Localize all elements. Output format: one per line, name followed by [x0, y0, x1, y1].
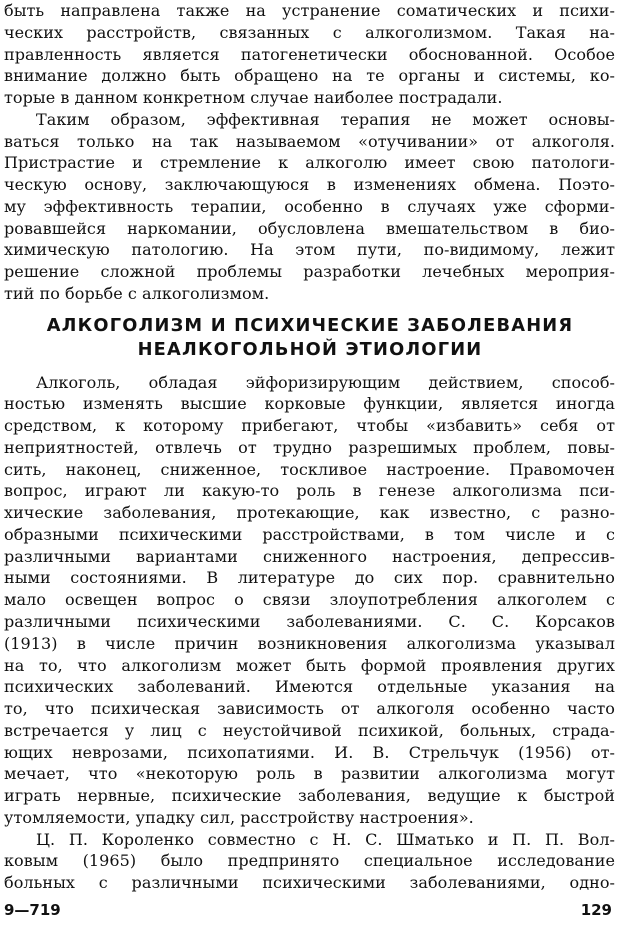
- text-line: Ц. П. Короленко совместно с Н. С. Шматько и П. П. Вол-: [36, 829, 615, 849]
- printer-signature: 9—719: [4, 901, 61, 919]
- text-line: ющих неврозами, психопатиями. И. В. Стрельчук (1956) от-: [4, 742, 615, 762]
- text-line: Алкоголь, обладая эйфоризирующим действием, способ-: [36, 372, 615, 392]
- text-line: различными вариантами сниженного настроения, депрессив-: [4, 546, 615, 566]
- page-number: 129: [580, 901, 612, 919]
- text-line: средством, к которому прибегают, чтобы «избавить» себя от: [4, 416, 615, 436]
- text-line: тий по борьбе с алкоголизмом.: [4, 283, 270, 303]
- text-line: ковым (1965) было предпринято специальное исследование: [4, 851, 615, 871]
- text-line: утомляемости, упадку сил, расстройству настроения».: [4, 807, 474, 827]
- text-line: то, что психическая зависимость от алкоголя особенно часто: [4, 699, 615, 718]
- section-heading-line-2: НЕАЛКОГОЛЬНОЙ ЭТИОЛОГИИ: [137, 339, 483, 360]
- text-line: больных с различными психическими заболеваниями, одно-: [4, 873, 615, 892]
- section-heading-line-1: АЛКОГОЛИЗМ И ПСИХИЧЕСКИЕ ЗАБОЛЕВАНИЯ: [46, 315, 574, 337]
- text-line: ными состояниями. В литературе до сих пор. сравнительно: [4, 568, 615, 588]
- text-line: на то, что алкоголизм может быть формой проявления других: [4, 655, 615, 675]
- text-line: (1913) в числе причин возникновения алкоголизма указывал: [4, 633, 615, 653]
- text-line: мало освещен вопрос о связи злоупотребления алкоголем с: [4, 590, 615, 610]
- text-line: различными психическими заболеваниями. С. С. Корсаков: [4, 611, 615, 631]
- text-line: быть направлена также на устранение соматических и психи-: [4, 1, 615, 20]
- text-line: играть нервные, психические заболевания, ведущие к быстрой: [4, 786, 615, 805]
- text-line: Таким образом, эффективная терапия не может основы-: [36, 109, 615, 129]
- text-line: решение сложной проблемы разработки лечебных мероприя-: [4, 262, 615, 282]
- text-line: Пристрастие и стремление к алкоголю имеет свою патологи-: [4, 153, 615, 173]
- text-line: вопрос, играют ли какую-то роль в генезе алкоголизма пси-: [4, 481, 615, 501]
- text-line: ческих расстройств, связанных с алкоголизмом. Такая на-: [4, 22, 615, 42]
- text-line: сить, наконец, сниженное, тоскливое настроение. Правомочен: [4, 459, 615, 479]
- text-line: правленность является патогенетически обоснованной. Особое: [4, 44, 615, 64]
- text-line: ровавшейся наркомании, обусловлена вмешательством в био-: [4, 218, 615, 238]
- text-line: хические заболевания, протекающие, как известно, с разно-: [4, 503, 615, 523]
- text-line: психических заболеваний. Имеются отдельные указания на: [4, 677, 615, 697]
- text-line: ностью изменять высшие корковые функции, является иногда: [4, 394, 615, 414]
- text-line: му эффективность терапии, особенно в случаях уже сформи-: [4, 196, 615, 216]
- text-line: мечает, что «некоторую роль в развитии алкоголизма могут: [4, 764, 615, 784]
- text-line: встречается у лиц с неустойчивой психикой, больных, страда-: [4, 720, 615, 740]
- text-line: образными психическими расстройствами, в том числе и с: [4, 524, 615, 544]
- text-line: торые в данном конкретном случае наиболее пострадали.: [4, 88, 503, 107]
- text-line: химическую патологию. На этом пути, по-видимому, лежит: [4, 240, 615, 260]
- text-line: неприятностей, отвлечь от трудно разрешимых проблем, повы-: [4, 437, 615, 457]
- text-line: ваться только на так называемом «отучивании» от алкоголя.: [4, 131, 615, 151]
- text-line: ческую основу, заключающуюся в изменениях обмена. Поэто-: [4, 175, 615, 194]
- text-line: внимание должно быть обращено на те органы и системы, ко-: [4, 66, 615, 86]
